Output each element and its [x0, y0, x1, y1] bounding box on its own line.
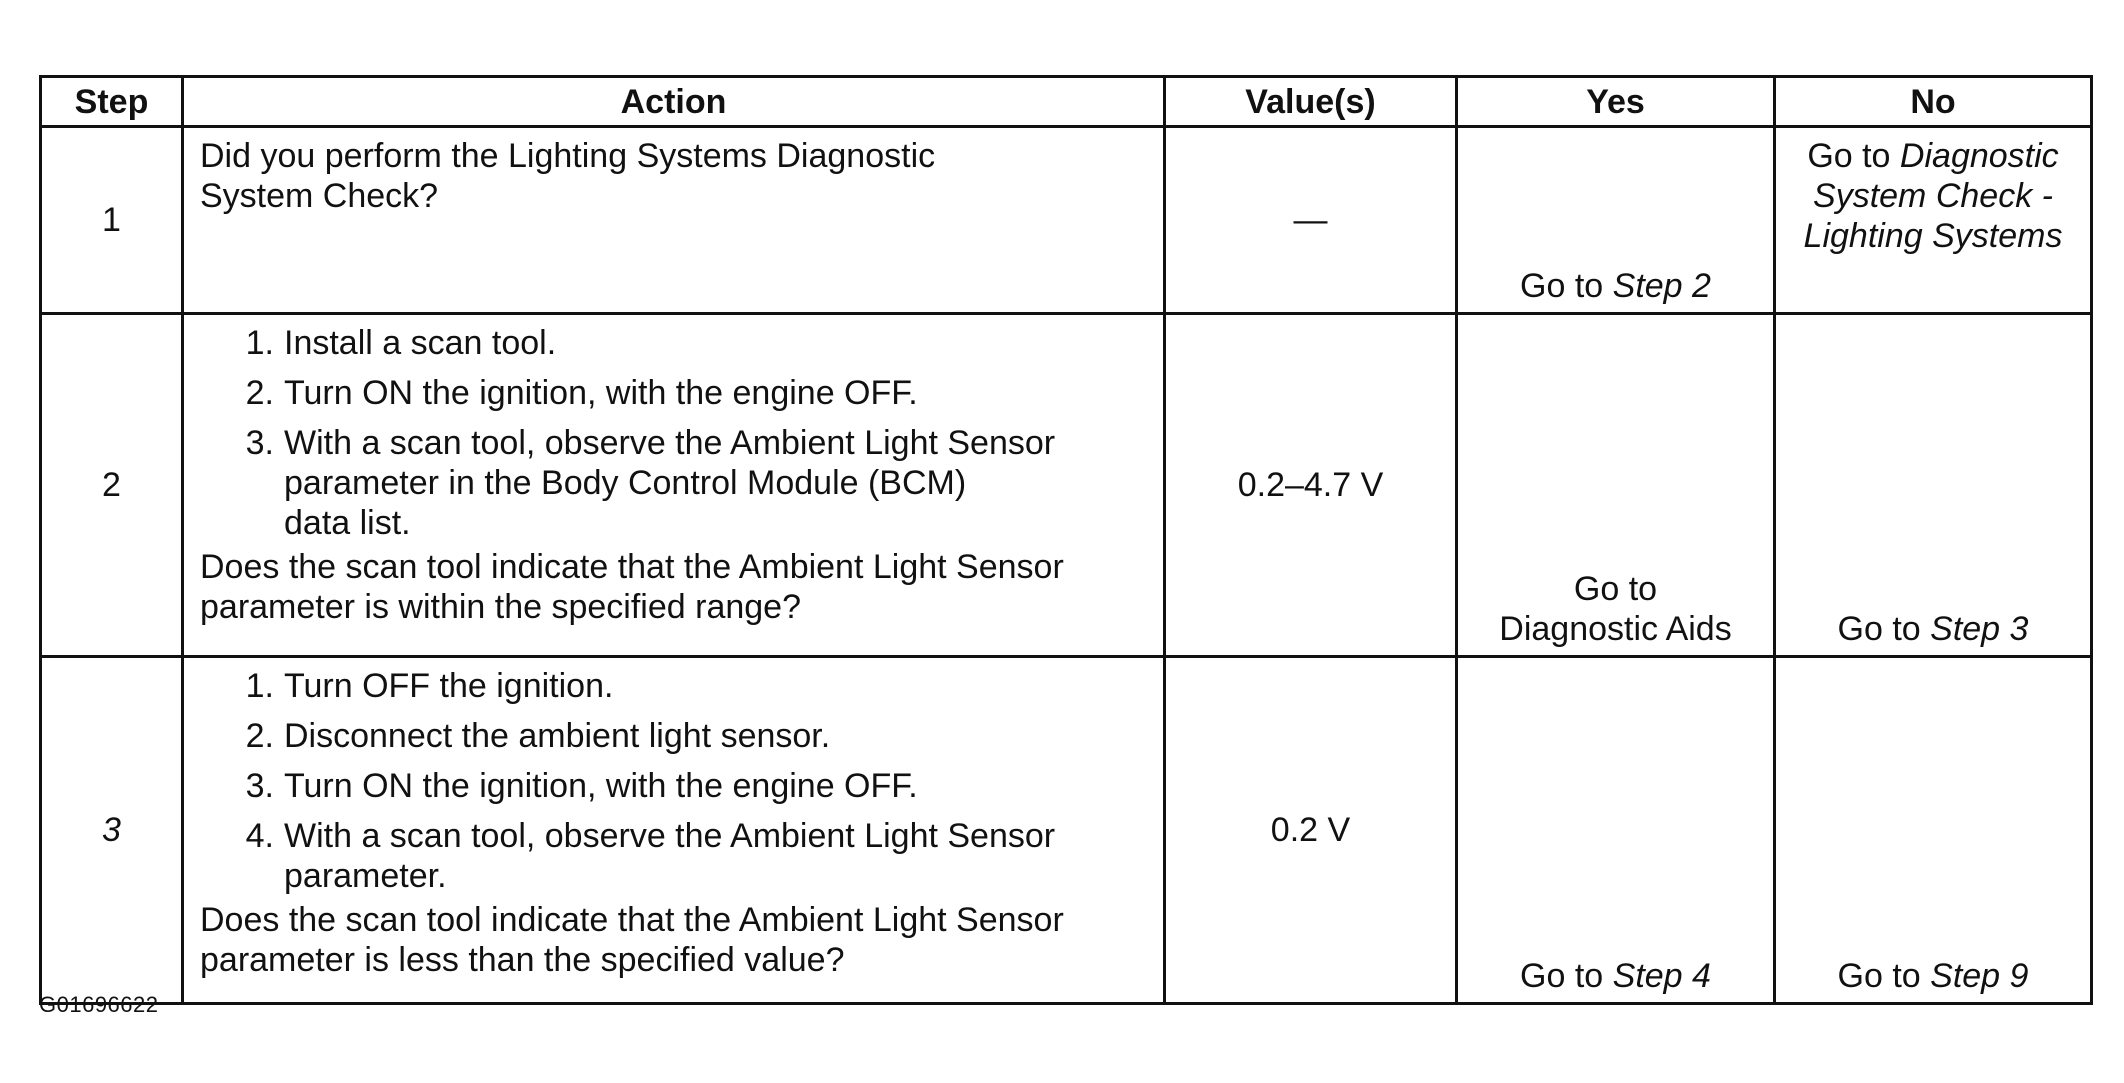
- action-text: Did you perform the Lighting Systems Diagnostic: [200, 137, 936, 175]
- table-row: [41, 314, 2092, 657]
- yes-cell: [1457, 127, 1775, 314]
- action-step-text: Install a scan tool.: [284, 324, 557, 362]
- action-step-text: Turn ON the ignition, with the engine OFF.: [284, 767, 918, 805]
- action-step-item: [200, 423, 1153, 543]
- yes-link[interactable]: Diagnostic Aids: [1499, 610, 1732, 648]
- action-step-text: parameter in the Body Control Module (BCM): [284, 464, 967, 502]
- yes-step-link[interactable]: Step 2: [1612, 267, 1711, 305]
- action-step-list: [200, 666, 1153, 896]
- action-step-item: [200, 373, 1153, 413]
- table-row: [41, 657, 2092, 1004]
- no-cell: [1775, 127, 2092, 314]
- action-cell: [183, 314, 1165, 657]
- action-step-number: 3.: [245, 767, 274, 805]
- value-cell: 0.2 V: [1165, 657, 1457, 1004]
- yes-step-link[interactable]: Step 4: [1612, 957, 1711, 995]
- header-values: Value(s): [1165, 77, 1457, 127]
- action-question: Does the scan tool indicate that the Ambient Light Sensor: [200, 548, 1064, 586]
- step-number: 3: [41, 657, 183, 1004]
- action-step-list: [200, 323, 1153, 543]
- action-step-item: [200, 816, 1153, 896]
- action-step-item: [200, 666, 1153, 706]
- yes-prefix: Go to: [1520, 267, 1613, 305]
- figure-id: G01696622: [39, 992, 159, 1017]
- no-prefix: Go to: [1807, 137, 1900, 175]
- action-step-text: Turn ON the ignition, with the engine OFF.: [284, 374, 918, 412]
- no-step-link[interactable]: Step 3: [1930, 610, 2029, 648]
- table-row: [41, 127, 2092, 314]
- no-prefix: Go to: [1837, 957, 1931, 995]
- value-cell: —: [1165, 127, 1457, 314]
- header-action: Action: [183, 77, 1165, 127]
- action-cell: [183, 657, 1165, 1004]
- action-step-text: parameter.: [284, 857, 447, 895]
- action-step-text: Turn OFF the ignition.: [284, 667, 614, 705]
- action-question: parameter is within the specified range?: [200, 588, 801, 626]
- action-step-item: [200, 716, 1153, 756]
- no-prefix: Go to: [1837, 610, 1931, 648]
- action-step-number: 4.: [245, 817, 274, 855]
- no-link-line[interactable]: Diagnostic: [1899, 137, 2059, 175]
- yes-prefix: Go to: [1520, 957, 1613, 995]
- yes-cell: [1457, 657, 1775, 1004]
- yes-cell: [1457, 314, 1775, 657]
- header-step: Step: [41, 77, 183, 127]
- action-step-number: 1.: [245, 324, 274, 362]
- no-cell: [1775, 657, 2092, 1004]
- header-no: No: [1775, 77, 2092, 127]
- diagnostic-table: [39, 75, 2093, 1005]
- action-step-number: 2.: [245, 374, 274, 412]
- header-row: [41, 77, 2092, 127]
- action-step-number: 1.: [245, 667, 274, 705]
- action-step-text: With a scan tool, observe the Ambient Light Sensor: [284, 817, 1056, 855]
- action-step-number: 2.: [245, 717, 274, 755]
- no-step-link[interactable]: Step 9: [1930, 957, 2029, 995]
- no-cell: [1775, 314, 2092, 657]
- action-step-item: [200, 766, 1153, 806]
- action-step-text: With a scan tool, observe the Ambient Light Sensor: [284, 424, 1056, 462]
- no-link-line[interactable]: Lighting Systems: [1803, 217, 2063, 255]
- action-question: parameter is less than the specified value?: [200, 941, 845, 979]
- action-cell: [183, 127, 1165, 314]
- no-link-line[interactable]: System Check -: [1813, 177, 2053, 215]
- step-number: 1: [41, 127, 183, 314]
- action-step-number: 3.: [245, 424, 274, 462]
- action-text: System Check?: [200, 177, 439, 215]
- header-yes: Yes: [1457, 77, 1775, 127]
- action-step-item: [200, 323, 1153, 363]
- action-step-text: Disconnect the ambient light sensor.: [284, 717, 831, 755]
- step-number: 2: [41, 314, 183, 657]
- yes-line: Go to: [1573, 570, 1658, 608]
- action-step-text: data list.: [284, 504, 411, 542]
- action-question: Does the scan tool indicate that the Ambient Light Sensor: [200, 901, 1064, 939]
- value-cell: 0.2–4.7 V: [1165, 314, 1457, 657]
